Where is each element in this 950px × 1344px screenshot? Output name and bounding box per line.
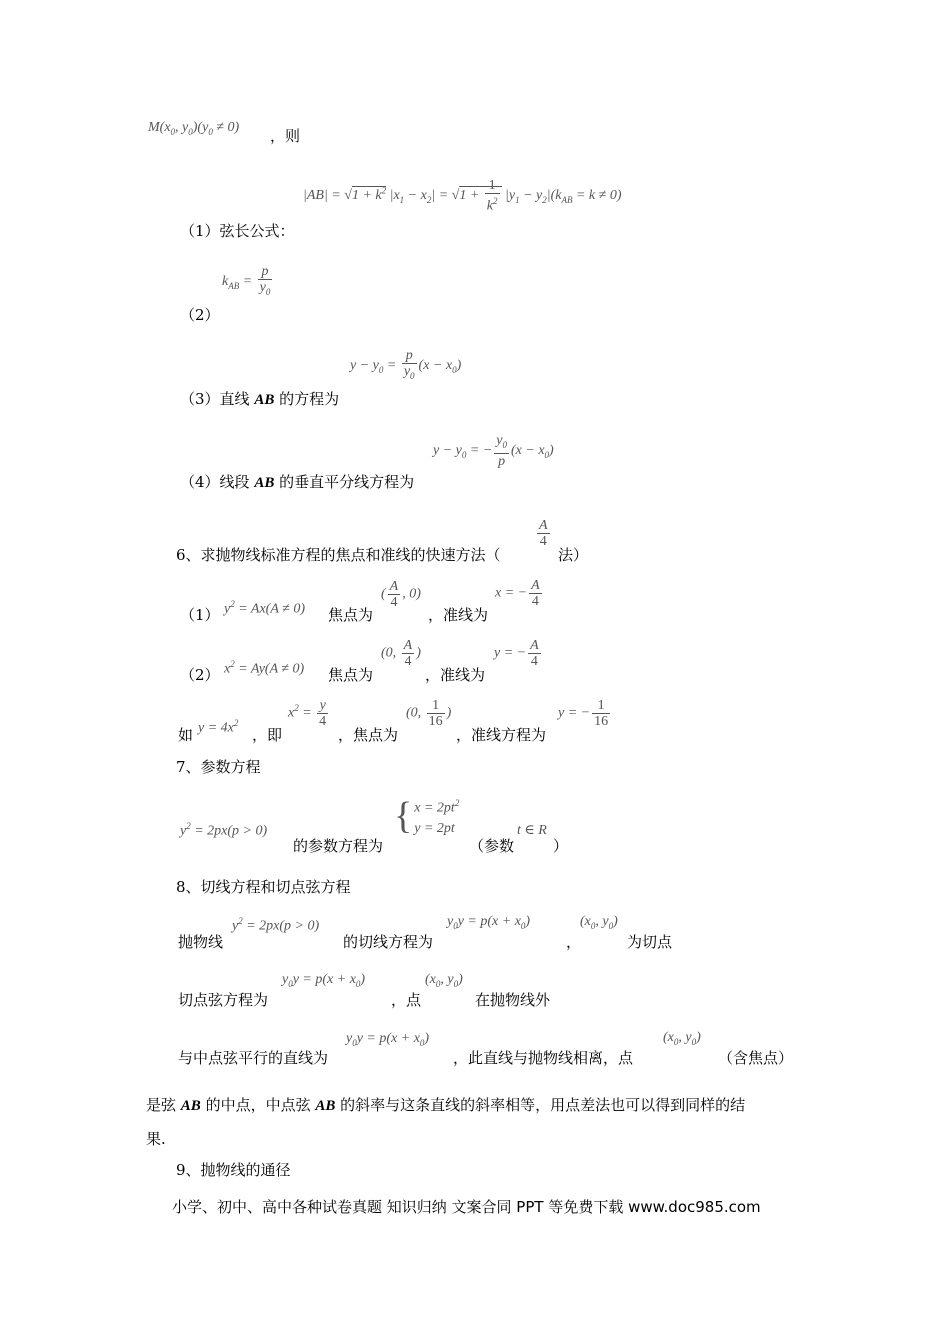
example-prefix: 如 bbox=[178, 726, 194, 744]
s8-point-label: ，点 bbox=[391, 991, 422, 1009]
math-directrix-1: x = − $\frac{A}{4}$ bbox=[495, 578, 540, 609]
example-ji: ，即 bbox=[252, 726, 283, 744]
s6-2-directrix-label: ，准线为 bbox=[425, 666, 486, 684]
math-chord-length-formula: $|AB| = √1 + k^2$ $|x_1 - x_2| = √1$ + $\frac{1}{k^2}$ $|y_1 - y_2|(k_{AB} = k \ne 0)$ bbox=[303, 178, 622, 214]
math-parallel-line: $y_0y = p(x + x_0)$ bbox=[346, 1031, 430, 1048]
s8-parabola-label: 抛物线 bbox=[178, 933, 224, 951]
math-example-directrix: y = − $\frac{1}{16}$ bbox=[558, 698, 609, 729]
section-7-close: ） bbox=[553, 837, 569, 855]
math-directrix-2: y = − $\frac{A}{4}$ bbox=[494, 638, 539, 669]
item-4-label: （4）线段 AB 的垂直平分线方程为 bbox=[180, 473, 415, 491]
section-7-mid: 的参数方程为 bbox=[293, 837, 384, 855]
s8-comma: ， bbox=[566, 933, 582, 951]
s8-focus-paren: （含焦点） bbox=[718, 1049, 794, 1067]
math-y2-2px: $y^2 = 2px(p > 0)$ bbox=[180, 821, 268, 839]
s8-chord-label: 切点弦方程为 bbox=[178, 991, 269, 1009]
s8-midpoint-sentence: 是弦 AB 的中点，中点弦 AB 的斜率与这条直线的斜率相等，用点差法也可以得到同样的结 bbox=[146, 1096, 746, 1114]
section-8-heading: 8、切线方程和切点弦方程 bbox=[176, 878, 351, 896]
math-tangent-point: ($x_0$, $y_0$) bbox=[580, 914, 618, 931]
math-outside-point: ($x_0$, $y_0$) bbox=[425, 972, 463, 989]
s8-result: 果. bbox=[146, 1130, 166, 1148]
math-x2-y-over-4: $x^2$ = $\frac{y}{4}$ bbox=[288, 698, 327, 729]
s8-parallel-label: 与中点弦平行的直线为 bbox=[178, 1049, 329, 1067]
section-6-heading-end: 法） bbox=[558, 546, 589, 564]
math-perpendicular-bisector: $y - y_0$ = − $\frac{y_0}{p}$ $(x - x_0)$ bbox=[433, 433, 554, 469]
item-3-label: （3）直线 AB 的方程为 bbox=[180, 390, 340, 408]
math-midpoint: ($x_0$, $y_0$) bbox=[663, 1030, 701, 1047]
section-7-param: （参数 bbox=[469, 837, 515, 855]
math-point-m: $M(x_0$, $y_0)(y_0 \ne 0)$ bbox=[148, 120, 240, 137]
section-6-heading: 6、求抛物线标准方程的焦点和准线的快速方法（ bbox=[176, 546, 501, 564]
s6-1-focus-label: 焦点为 bbox=[328, 606, 374, 624]
math-x2-ay: $x^2 = Ay(A \ne 0)$ bbox=[224, 659, 305, 677]
s8-tangent-point-label: 为切点 bbox=[627, 933, 673, 951]
item-1-label: （1）弦长公式： bbox=[180, 222, 295, 240]
example-directrix-label: ，准线方程为 bbox=[456, 726, 547, 744]
math-tangent-equation: $y_0y = p(x + x_0)$ bbox=[447, 914, 531, 931]
math-slope-formula: $k_{AB}$ = $\frac{p}{y_0}$ bbox=[222, 264, 271, 297]
math-chord-equation: $y_0y = p(x + x_0)$ bbox=[282, 972, 366, 989]
math-line-ab-equation: $y - y_0$ = $\frac{p}{y_0}$ $(x - x_0)$ bbox=[350, 348, 462, 381]
math-t-in-r: t ∈ R bbox=[517, 823, 547, 838]
math-focus-2: (0, $\frac{A}{4}$ ) bbox=[381, 638, 421, 669]
s6-item-2-label: （2） bbox=[180, 666, 220, 684]
math-y2-ax: $y^2 = Ax(A \ne 0)$ bbox=[224, 599, 305, 617]
item-2-label: （2） bbox=[180, 306, 220, 324]
math-focus-1: ( $\frac{A}{4}$ , 0) bbox=[381, 579, 421, 610]
s8-outside-label: 在抛物线外 bbox=[475, 991, 551, 1009]
math-parametric-system: { $x = 2pt^2$ y = 2pt bbox=[394, 794, 460, 837]
example-focus-label: ，焦点为 bbox=[338, 726, 399, 744]
math-a-over-4: $\frac{A}{4}$ bbox=[539, 518, 548, 549]
s6-item-1-label: （1） bbox=[180, 606, 220, 624]
s8-tangent-label: 的切线方程为 bbox=[343, 933, 434, 951]
page-footer: 小学、初中、高中各种试卷真题 知识归纳 文案合同 PPT 等免费下载 www.doc985.com bbox=[172, 1198, 761, 1216]
text-then: ，则 bbox=[270, 127, 301, 145]
math-example-focus: (0, $\frac{1}{16}$ ) bbox=[406, 698, 452, 729]
s6-2-focus-label: 焦点为 bbox=[328, 666, 374, 684]
section-7-heading: 7、参数方程 bbox=[176, 758, 261, 776]
s6-1-directrix-label: ，准线为 bbox=[428, 606, 489, 624]
math-s8-parabola: $y^2 = 2px(p > 0)$ bbox=[232, 916, 320, 934]
math-y-4x2: $y = 4x^2$ bbox=[198, 718, 239, 736]
s8-separate-label: ，此直线与抛物线相离，点 bbox=[453, 1049, 634, 1067]
section-9-heading: 9、抛物线的通径 bbox=[176, 1161, 291, 1179]
